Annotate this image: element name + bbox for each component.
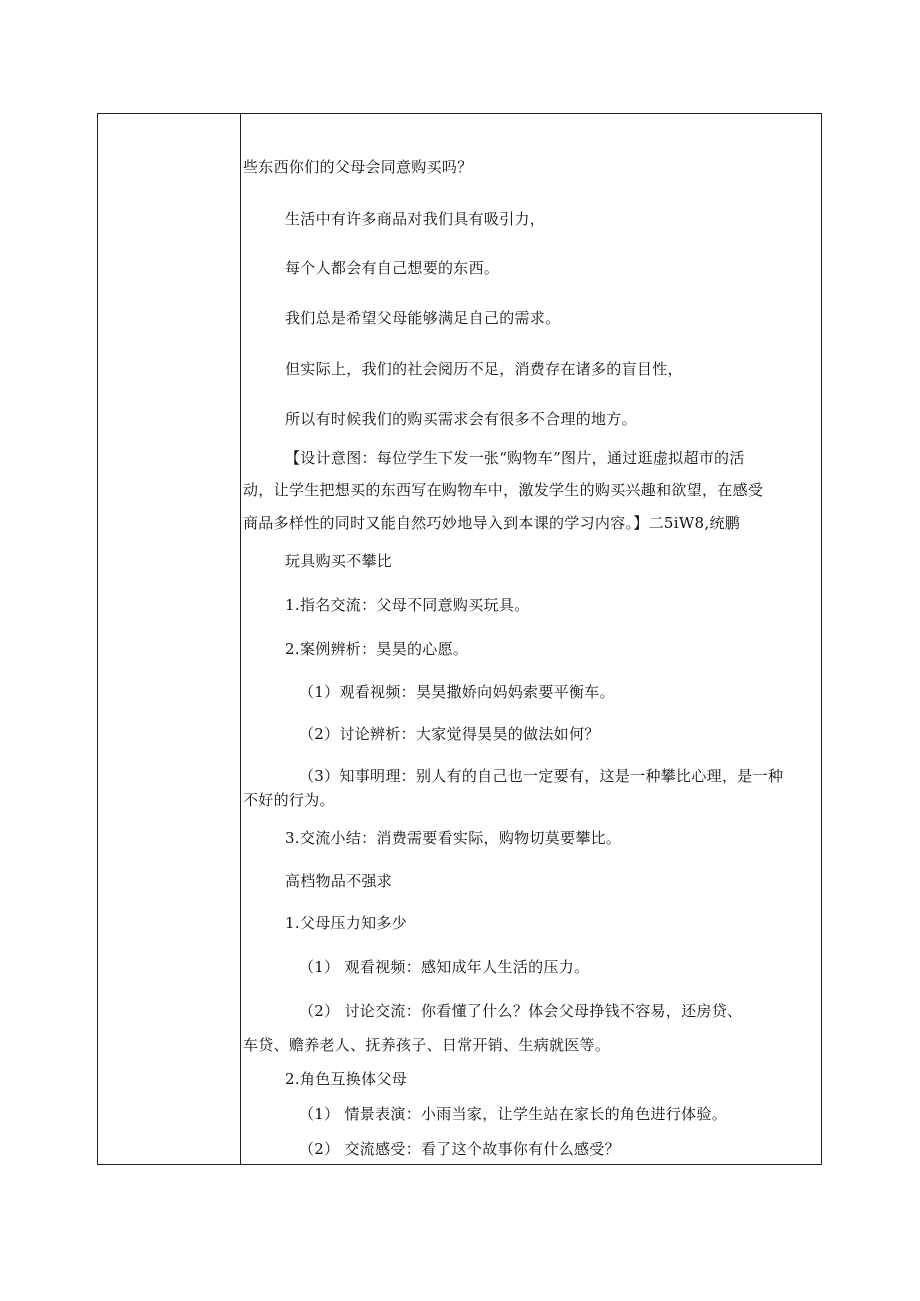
- text-line: （2） 讨论交流：你看懂了什么？体会父母挣钱不容易，还房贷、: [299, 1002, 743, 1020]
- text-line: 生活中有许多商品对我们具有吸引力，: [285, 210, 546, 228]
- text-line: 我们总是希望父母能够满足自己的需求。: [285, 309, 561, 327]
- text-line: 所以有时候我们的购买需求会有很多不合理的地方。: [285, 410, 637, 428]
- text-line: 3.交流小结：消费需要看实际，购物切莫要攀比。: [285, 829, 622, 847]
- design-intent-line: 商品多样性的同时又能自然巧妙地导入到本课的学习内容。】二5iW8,统鹏: [243, 514, 741, 532]
- text-line: （1）观看视频：昊昊撒娇向妈妈索要平衡车。: [299, 683, 615, 701]
- design-intent-line: 动，让学生把想买的东西写在购物车中，激发学生的购买兴趣和欲望，在感受: [243, 481, 764, 499]
- design-intent-line: 【设计意图：每位学生下发一张“购物车”图片，通过逛虚拟超市的活: [285, 449, 745, 467]
- text-line: （2）讨论辨析：大家觉得昊昊的做法如何？: [299, 725, 600, 743]
- text-line: 些东西你们的父母会同意购买吗？: [243, 158, 473, 176]
- lesson-content-cell: [241, 114, 821, 1164]
- text-line: （3）知事明理：别人有的自己也一定要有，这是一种攀比心理，是一种: [299, 767, 784, 785]
- section-heading: 高档物品不强求: [285, 872, 393, 890]
- text-line: 2.角色互换体父母: [285, 1070, 408, 1088]
- text-line: （2） 交流感受：看了这个故事你有什么感受？: [299, 1140, 620, 1158]
- text-line: 1.指名交流：父母不同意购买玩具。: [285, 596, 530, 614]
- text-line: （1） 观看视频：感知成年人生活的压力。: [299, 958, 590, 976]
- left-empty-cell: [98, 114, 240, 1164]
- text-line: 不好的行为。: [243, 791, 335, 809]
- text-line: 车贷、赡养老人、抚养孩子、日常开销、生病就医等。: [243, 1036, 611, 1054]
- text-line: 2.案例辨析：昊昊的心愿。: [285, 640, 469, 658]
- text-line: （1） 情景表演：小雨当家，让学生站在家长的角色进行体验。: [299, 1105, 728, 1123]
- text-line: 1.父母压力知多少: [285, 914, 408, 932]
- text-line: 但实际上，我们的社会阅历不足，消费存在诸多的盲目性，: [285, 360, 683, 378]
- text-line: 每个人都会有自己想要的东西。: [285, 259, 500, 277]
- section-heading: 玩具购买不攀比: [285, 552, 393, 570]
